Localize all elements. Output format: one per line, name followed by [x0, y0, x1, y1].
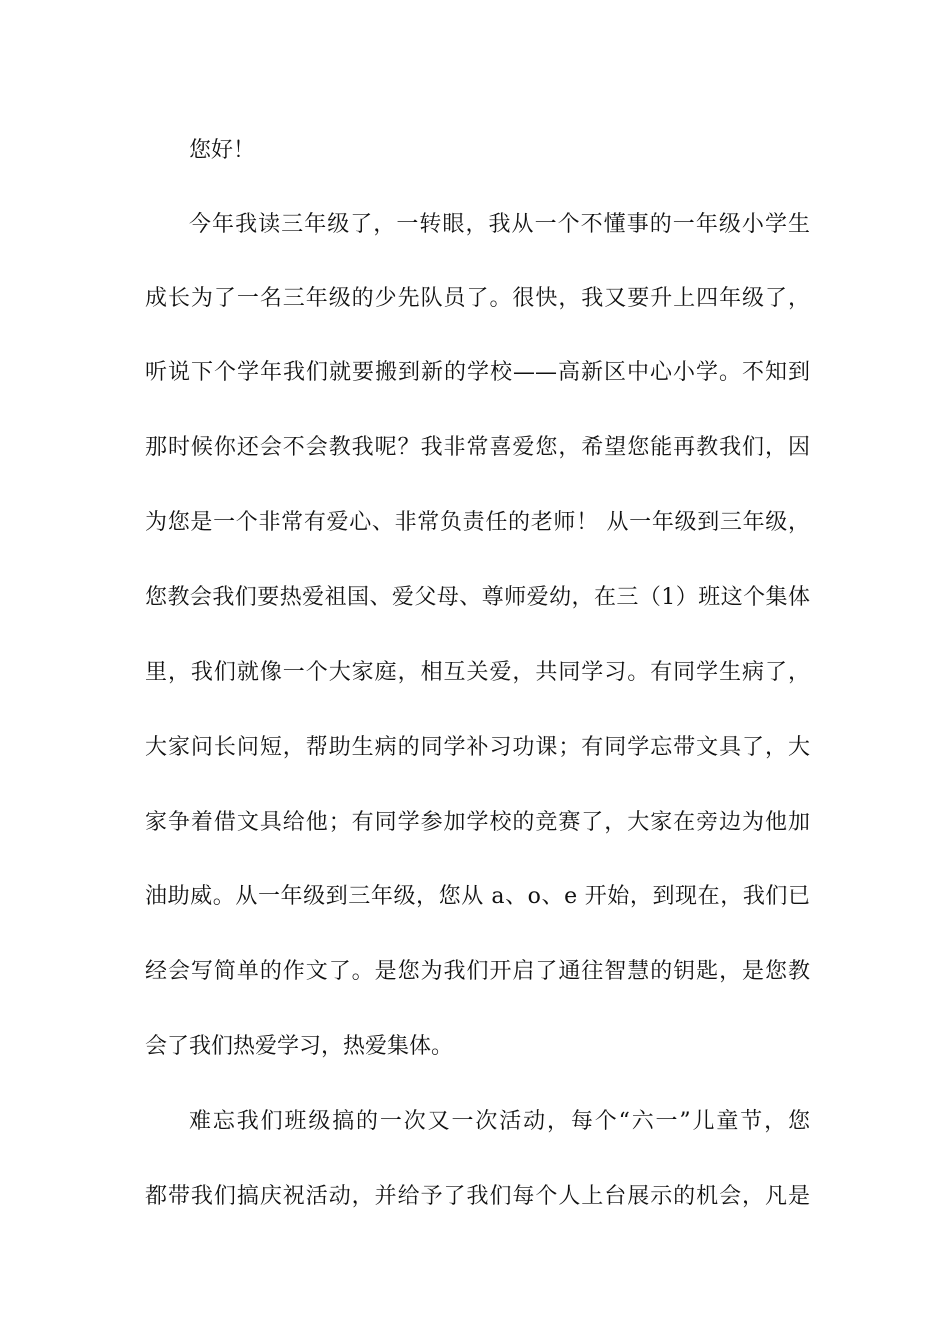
paragraph-line: 成长为了一名三年级的少先队员了。很快，我又要升上四年级了，	[145, 286, 810, 311]
paragraph-line: 会了我们热爱学习，热爱集体。	[145, 1034, 454, 1059]
paragraph-line: 为您是一个非常有爱心、非常负责任的老师！ 从一年级到三年级，	[145, 510, 810, 535]
paragraph-line: 您教会我们要热爱祖国、爱父母、尊师爱幼，在三（1）班这个集体	[145, 585, 810, 610]
paragraph-line: 油助威。从一年级到三年级，您从 a、o、e 开始，到现在，我们已	[145, 884, 810, 909]
paragraph-line: 大家问长问短，帮助生病的同学补习功课；有同学忘带文具了，大	[145, 735, 810, 760]
paragraph-line: 难忘我们班级搞的一次又一次活动，每个“六一”儿童节，您	[189, 1109, 810, 1134]
paragraph-line: 今年我读三年级了，一转眼，我从一个不懂事的一年级小学生	[189, 212, 810, 237]
paragraph-line: 那时候你还会不会教我呢？我非常喜爱您，希望您能再教我们，因	[145, 435, 810, 460]
paragraph-line: 家争着借文具给他；有同学参加学校的竞赛了，大家在旁边为他加	[145, 810, 810, 835]
paragraph-line: 听说下个学年我们就要搬到新的学校——高新区中心小学。不知到	[145, 360, 810, 385]
paragraph-line: 都带我们搞庆祝活动，并给予了我们每个人上台展示的机会，凡是	[145, 1184, 810, 1209]
greeting-line: 您好！	[189, 138, 256, 163]
paragraph-line: 经会写简单的作文了。是您为我们开启了通往智慧的钥匙，是您教	[145, 959, 810, 984]
paragraph-line: 里，我们就像一个大家庭，相互关爱，共同学习。有同学生病了，	[145, 660, 810, 685]
